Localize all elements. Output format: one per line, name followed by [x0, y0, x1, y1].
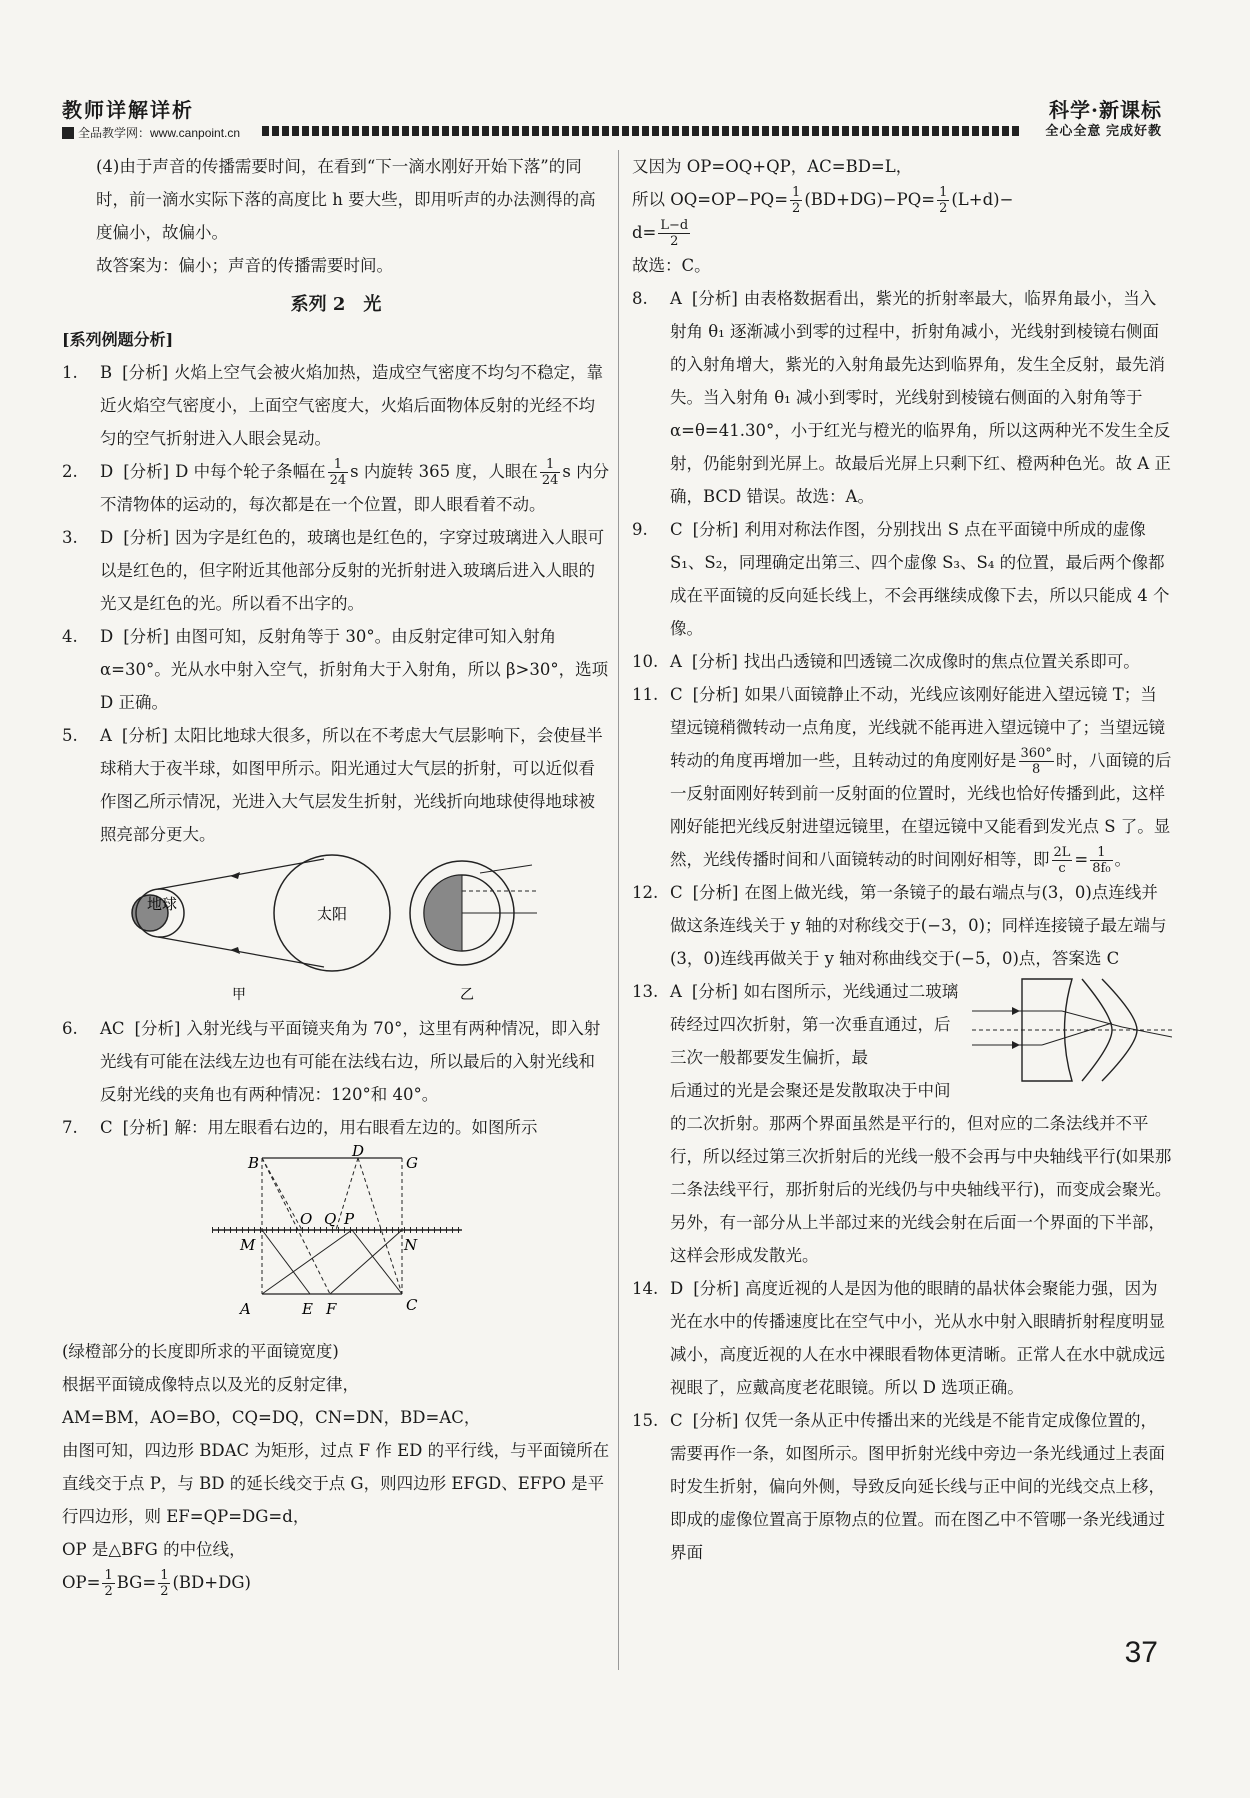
item-answer: C: [670, 685, 683, 704]
fraction: [328, 457, 349, 488]
item-number: 3.: [62, 528, 78, 547]
point-m-label: M: [240, 1236, 256, 1254]
point-d-label: D: [352, 1144, 365, 1160]
item-tag: [分析]: [121, 726, 168, 745]
figure-mirror: [62, 1144, 610, 1335]
item-text: 。: [1114, 850, 1132, 869]
item-text: 利用对称法作图，分别找出 S 点在平面镜中所成的虚像 S₁、S₂，同理确定出第三、四个虚像 S₃、S₄ 的位置，最后两个像都成在平面镜的反向延长线上，不会再继续成像下去，所以只能成 4 个像。: [670, 520, 1170, 638]
item-tag: [分析]: [691, 982, 738, 1001]
answer-item: [632, 282, 1172, 513]
header-slogan: 全心全意 完成好教: [1045, 123, 1162, 138]
answer-item: [62, 521, 610, 620]
eq-part: (BD+DG)−PQ=: [804, 190, 936, 209]
point-a-label: A: [240, 1300, 251, 1318]
item-text: s 内旋转 365 度，人眼在: [350, 462, 538, 481]
explanation-line: 由图可知，四边形 BDAC 为矩形，过点 F 作 ED 的平行线，与平面镜所在直线交于点 P，与 BD 的延长线交于点 G，则四边形 EFGD、EFPO 是平行四边形，则 EF=QP=DG=d，: [62, 1441, 610, 1526]
figure-label-a: 甲: [232, 987, 246, 1001]
item-tag: [分析]: [692, 1411, 739, 1430]
figure-label-b: 乙: [460, 987, 474, 1001]
equation-line: 又因为 OP=OQ+QP，AC=BD=L，: [632, 157, 913, 176]
item-number: 15.: [632, 1411, 659, 1430]
item-text: 仅凭一条从正中传播出来的光线是不能肯定成像位置的，需要再作一条，如图所示。图甲折射光线中旁边一条光线通过上表面时发生折射，偏向外侧，导致反向延长线与正中间的光线交点上移，即成的虚像位置高于原物点的位置。而在图乙中不管哪一条光线通过界面: [670, 1411, 1165, 1562]
item-number: 4.: [62, 627, 78, 646]
fraction-bottom: 24: [329, 473, 347, 488]
item-answer: C: [670, 883, 683, 902]
item-text: 因为字是红色的，玻璃也是红色的，字穿过玻璃进入人眼可以是红色的，但字附近其他部分反射的光折射进入玻璃后进入人眼的光又是红色的光。所以看不出字的。: [100, 528, 605, 613]
answer-item: [62, 455, 610, 521]
item-text: 在图上做光线，第一条镜子的最右端点与(3，0)点连线并做这条连线关于 y 轴的对称线交于(−3，0)；同样连接镜子最左端与(3，0)连线再做关于 y 轴对称曲线交于(−5，0)点，答案选 C: [670, 883, 1167, 968]
fraction-top: 1: [328, 457, 349, 473]
item-answer: C: [670, 520, 683, 539]
fraction-top: 1: [160, 1568, 169, 1583]
earth-sun-diagram: [62, 851, 602, 1001]
page-number: 37: [1124, 1636, 1158, 1669]
eq-part: BG=: [116, 1573, 157, 1592]
answer-item: [62, 719, 610, 851]
point-g-label: G: [406, 1154, 418, 1172]
answer-item: [632, 513, 1172, 645]
figure-earth-sun: [62, 851, 610, 1012]
answer-item: [632, 876, 1172, 975]
fraction-bottom: 24: [541, 473, 559, 488]
glass-brick-diagram: [972, 975, 1172, 1085]
item-answer: C: [100, 1118, 113, 1137]
eq-part: d=: [632, 223, 657, 242]
point-f-label: F: [326, 1300, 337, 1318]
left-column: [62, 150, 610, 1599]
item-text: 时，八面镜的后一反射面刚好转到前一反射面的位置时，光线也恰好传播到此，这样刚好能把光线反射进望远镜里，在望远镜中又能看到发光点 S 了。显然，光线传播时间和八面镜转动的时间刚好相等，即: [670, 751, 1172, 869]
answer-item: [62, 1111, 610, 1144]
item-tag: [分析]: [693, 1279, 740, 1298]
item-answer: A: [670, 289, 682, 308]
item-answer: A: [670, 982, 682, 1001]
equation-line: [632, 216, 1172, 249]
midline-equation: [62, 1566, 610, 1599]
item-number: 2.: [62, 462, 78, 481]
fraction: [790, 185, 802, 216]
intro-paragraph: (4)由于声音的传播需要时间，在看到“下一滴水刚好开始下落”的同时，前一滴水实际下落的高度比 h 要大些，即用听声的办法测得的高度偏小，故偏小。: [96, 157, 596, 242]
eq-part: 所以 OQ=OP−PQ=: [632, 190, 789, 209]
fraction-bottom: 2: [939, 201, 948, 216]
item-tag: [分析]: [691, 652, 738, 671]
item-number: 12.: [632, 883, 659, 902]
fraction-top: 1: [540, 457, 561, 473]
point-p-label: P: [344, 1210, 355, 1228]
answer-item: [632, 1272, 1172, 1404]
bracket-title: [系列例题分析]: [62, 330, 174, 349]
sun-label: 太阳: [317, 905, 348, 923]
item-number: 14.: [632, 1279, 659, 1298]
mirror-diagram: [62, 1144, 602, 1324]
header-site: [62, 124, 240, 141]
fraction-top: 1: [792, 185, 801, 200]
fraction-bottom: 2: [160, 1584, 169, 1599]
fraction-bottom: c: [1058, 861, 1066, 876]
item-answer: C: [670, 1411, 683, 1430]
fraction-top: 1: [104, 1568, 113, 1583]
item-text: 火焰上空气会被火焰加热，造成空气密度不均匀不稳定，靠近火焰空气密度小，上面空气密度大，火焰后面物体反射的光经不均匀的空气折射进入人眼会晃动。: [100, 363, 604, 448]
header-left-title: 教师详解详析: [62, 98, 194, 122]
item-tag: [分析]: [122, 1118, 169, 1137]
item-tag: [分析]: [134, 1019, 181, 1038]
item-answer: AC: [100, 1019, 125, 1038]
fraction: [1052, 845, 1073, 876]
item-text: 入射光线与平面镜夹角为 70°，这里有两种情况，即入射光线有可能在法线左边也有可能在法线右边，所以最后的入射光线和反射光线的夹角也有两种情况：120°和 40°。: [100, 1019, 601, 1104]
answer-item: [632, 975, 1172, 1272]
fraction-top: 1: [1090, 845, 1112, 861]
fraction: [102, 1568, 114, 1599]
site-logo-icon: [62, 127, 74, 139]
item-tag: [分析]: [122, 363, 169, 382]
item-answer: D: [100, 462, 114, 481]
fraction-top: 360°: [1020, 746, 1052, 761]
fraction: [937, 185, 949, 216]
point-n-label: N: [404, 1236, 418, 1254]
answer-item: [632, 1404, 1172, 1569]
eq-part: (L+d)−: [951, 190, 1014, 209]
fraction: [1090, 845, 1112, 876]
fraction-bottom: 2: [670, 234, 679, 249]
item-number: 11.: [632, 685, 659, 704]
item-tag: [分析]: [692, 520, 739, 539]
eq-part: (BD+DG): [172, 1573, 251, 1592]
explanation-line: 根据平面镜成像特点以及光的反射定律，: [62, 1375, 359, 1394]
item-text: 解：用左眼看右边的，用右眼看左边的。如图所示: [174, 1118, 538, 1137]
item-text: 由表格数据看出，紫光的折射率最大，临界角最小，当入射角 θ₁ 逐渐减小到零的过程中，折射角减小，光线射到棱镜右侧面的入射角增大，紫光的入射角最先达到临界角，发生全反射，最先消失。当入射角 θ₁ 减小到零时，光线射到棱镜右侧面的入射角等于 α=θ=41.30°，小于红光与橙光的临界角，所以这两种光不发生全反射，仍能射到光屏上。故最后光屏上只剩下红、橙两种色光。故 A 正确，BCD 错误。故选：A。: [670, 289, 1171, 506]
point-b-label: B: [248, 1154, 260, 1172]
item-text: D 中每个轮子条幅在: [175, 462, 326, 481]
item-tag: [分析]: [123, 627, 170, 646]
item-text: 太阳比地球大很多，所以在不考虑大气层影响下，会使昼半球稍大于夜半球，如图甲所示。阳光通过大气层的折射，可以近似看作图乙所示情况，光进入大气层发生折射，光线折向地球使得地球被照亮部分更大。: [100, 726, 603, 844]
site-text: 全品教学网：www.canpoint.cn: [78, 126, 241, 140]
equation-line: [632, 183, 1172, 216]
item-tag: [分析]: [691, 289, 738, 308]
item-number: 9.: [632, 520, 648, 539]
item-answer: D: [100, 528, 114, 547]
fraction-bottom: 8: [1032, 762, 1041, 777]
item-text: s 内分不清物体的运动的，每次都是在一个位置，即人眼看着不动。: [100, 462, 610, 514]
fraction: [158, 1568, 170, 1599]
fraction-top: 1: [939, 185, 948, 200]
night-half: [424, 875, 462, 951]
right-column: [632, 150, 1172, 1569]
answer-item: 11. C [分析] 如果八面镜静止不动，光线应该刚好能进入望远镜 T；当望远镜稍微转动一点角度，光线就不能再进入望远镜中了；当望远镜转动的角度再增加一些，且转动过的角度刚好是 $\frac{360^\circ}{8}$ 时，八面镜的后一反射面刚好转到前一反射面的位置时，光线也恰好传播到此，这样刚好能把光线反射进望远镜里，在望远镜中又能看到发光点 S 了。显然，光线传播时间和八面镜转动的时间刚好相等，即 $\frac{2L}{c}$ = $\frac{1}{\text{8f₀}}$ 。: [632, 678, 1172, 876]
item-text: 找出凸透镜和凹透镜二次成像时的焦点位置关系即可。: [743, 652, 1140, 671]
item-number: 10.: [632, 652, 659, 671]
item-text: 由图可知，反射角等于 30°。由反射定律可知入射角 α=30°。光从水中射入空气，折射角大于入射角，所以 β>30°，选项 D 正确。: [100, 627, 609, 712]
item-tag: [分析]: [692, 883, 739, 902]
point-q-label: Q: [324, 1210, 337, 1228]
item-number: 13.: [632, 982, 659, 1001]
intro-answer: 故答案为：偏小；声音的传播需要时间。: [96, 256, 393, 275]
fraction-top: L−d: [660, 218, 689, 233]
item-text: 后通过的光是会聚还是发散取决于中间的二次折射。那两个界面虽然是平行的，但对应的二条法线并不平行，所以经过第三次折射后的光线一般不会再与中央轴线平行(如果那二条法线平行，那折射后的光线仍与中央轴线平行)，而变成会聚光。另外，有一部分从上半部过来的光线会射在后面一个界面的下半部，这样会形成发散光。: [670, 1081, 1172, 1265]
item-tag: [分析]: [123, 462, 170, 481]
fraction-bottom: 2: [104, 1584, 113, 1599]
column-divider: [618, 150, 619, 1670]
point-c-label: C: [406, 1296, 418, 1314]
point-o-label: O: [300, 1210, 313, 1228]
section-title: 系列 2 光: [290, 294, 382, 315]
fraction-bottom: 8f₀: [1092, 861, 1111, 876]
eq-part: OP=: [62, 1573, 101, 1592]
item-number: 5.: [62, 726, 78, 745]
fraction: [658, 218, 690, 249]
point-e-label: E: [302, 1300, 313, 1318]
explanation-line: (绿橙部分的长度即所求的平面镜宽度): [62, 1342, 339, 1361]
earth-label: 地球: [147, 895, 178, 913]
fraction: [540, 457, 561, 488]
item-answer: A: [100, 726, 112, 745]
explanation-line: OP 是△BFG 的中位线，: [62, 1540, 246, 1559]
fraction-top: 2L: [1053, 845, 1071, 860]
item-text: 高度近视的人是因为他的眼睛的晶状体会聚能力强，因为光在水中的传播速度比在空气中小，光从水中射入眼睛折射程度明显减小，高度近视的人在水中裸眼看物体更清晰。正常人在水中就成远视眼了，应戴高度老花眼镜。所以 D 选项正确。: [670, 1279, 1165, 1397]
header-right-title: 科学·新课标: [1049, 98, 1162, 122]
fraction-bottom: 2: [792, 201, 801, 216]
item-answer: B: [100, 363, 113, 382]
item-answer: A: [670, 652, 682, 671]
answer-item: [62, 356, 610, 455]
item-text: 如右图所示，光线通过二玻璃砖经过四次折射，第一次垂直通过，后三次一般都要发生偏折，最: [670, 982, 959, 1067]
item-number: 8.: [632, 289, 648, 308]
explanation-line: AM=BM，AO=BO，CQ=DQ，CN=DN，BD=AC，: [62, 1408, 481, 1427]
answer-item: [632, 645, 1172, 678]
choose-line: 故选：C。: [632, 256, 711, 275]
item-number: 6.: [62, 1019, 78, 1038]
item-answer: D: [670, 1279, 684, 1298]
item-tag: [分析]: [123, 528, 170, 547]
fraction: [1019, 746, 1054, 777]
header-dash-rule: [262, 126, 1022, 136]
item-answer: D: [100, 627, 114, 646]
item-number: 1.: [62, 363, 78, 382]
item-number: 7.: [62, 1118, 78, 1137]
item-tag: [分析]: [692, 685, 739, 704]
answer-item: [62, 620, 610, 719]
item-text: 如果八面镜静止不动，光线应该刚好能进入望远镜 T；当望远镜稍微转动一点角度，光线就不能再进入望远镜中了；当望远镜转动的角度再增加一些，且转动过的角度刚好是: [670, 685, 1165, 770]
answer-item: [62, 1012, 610, 1111]
